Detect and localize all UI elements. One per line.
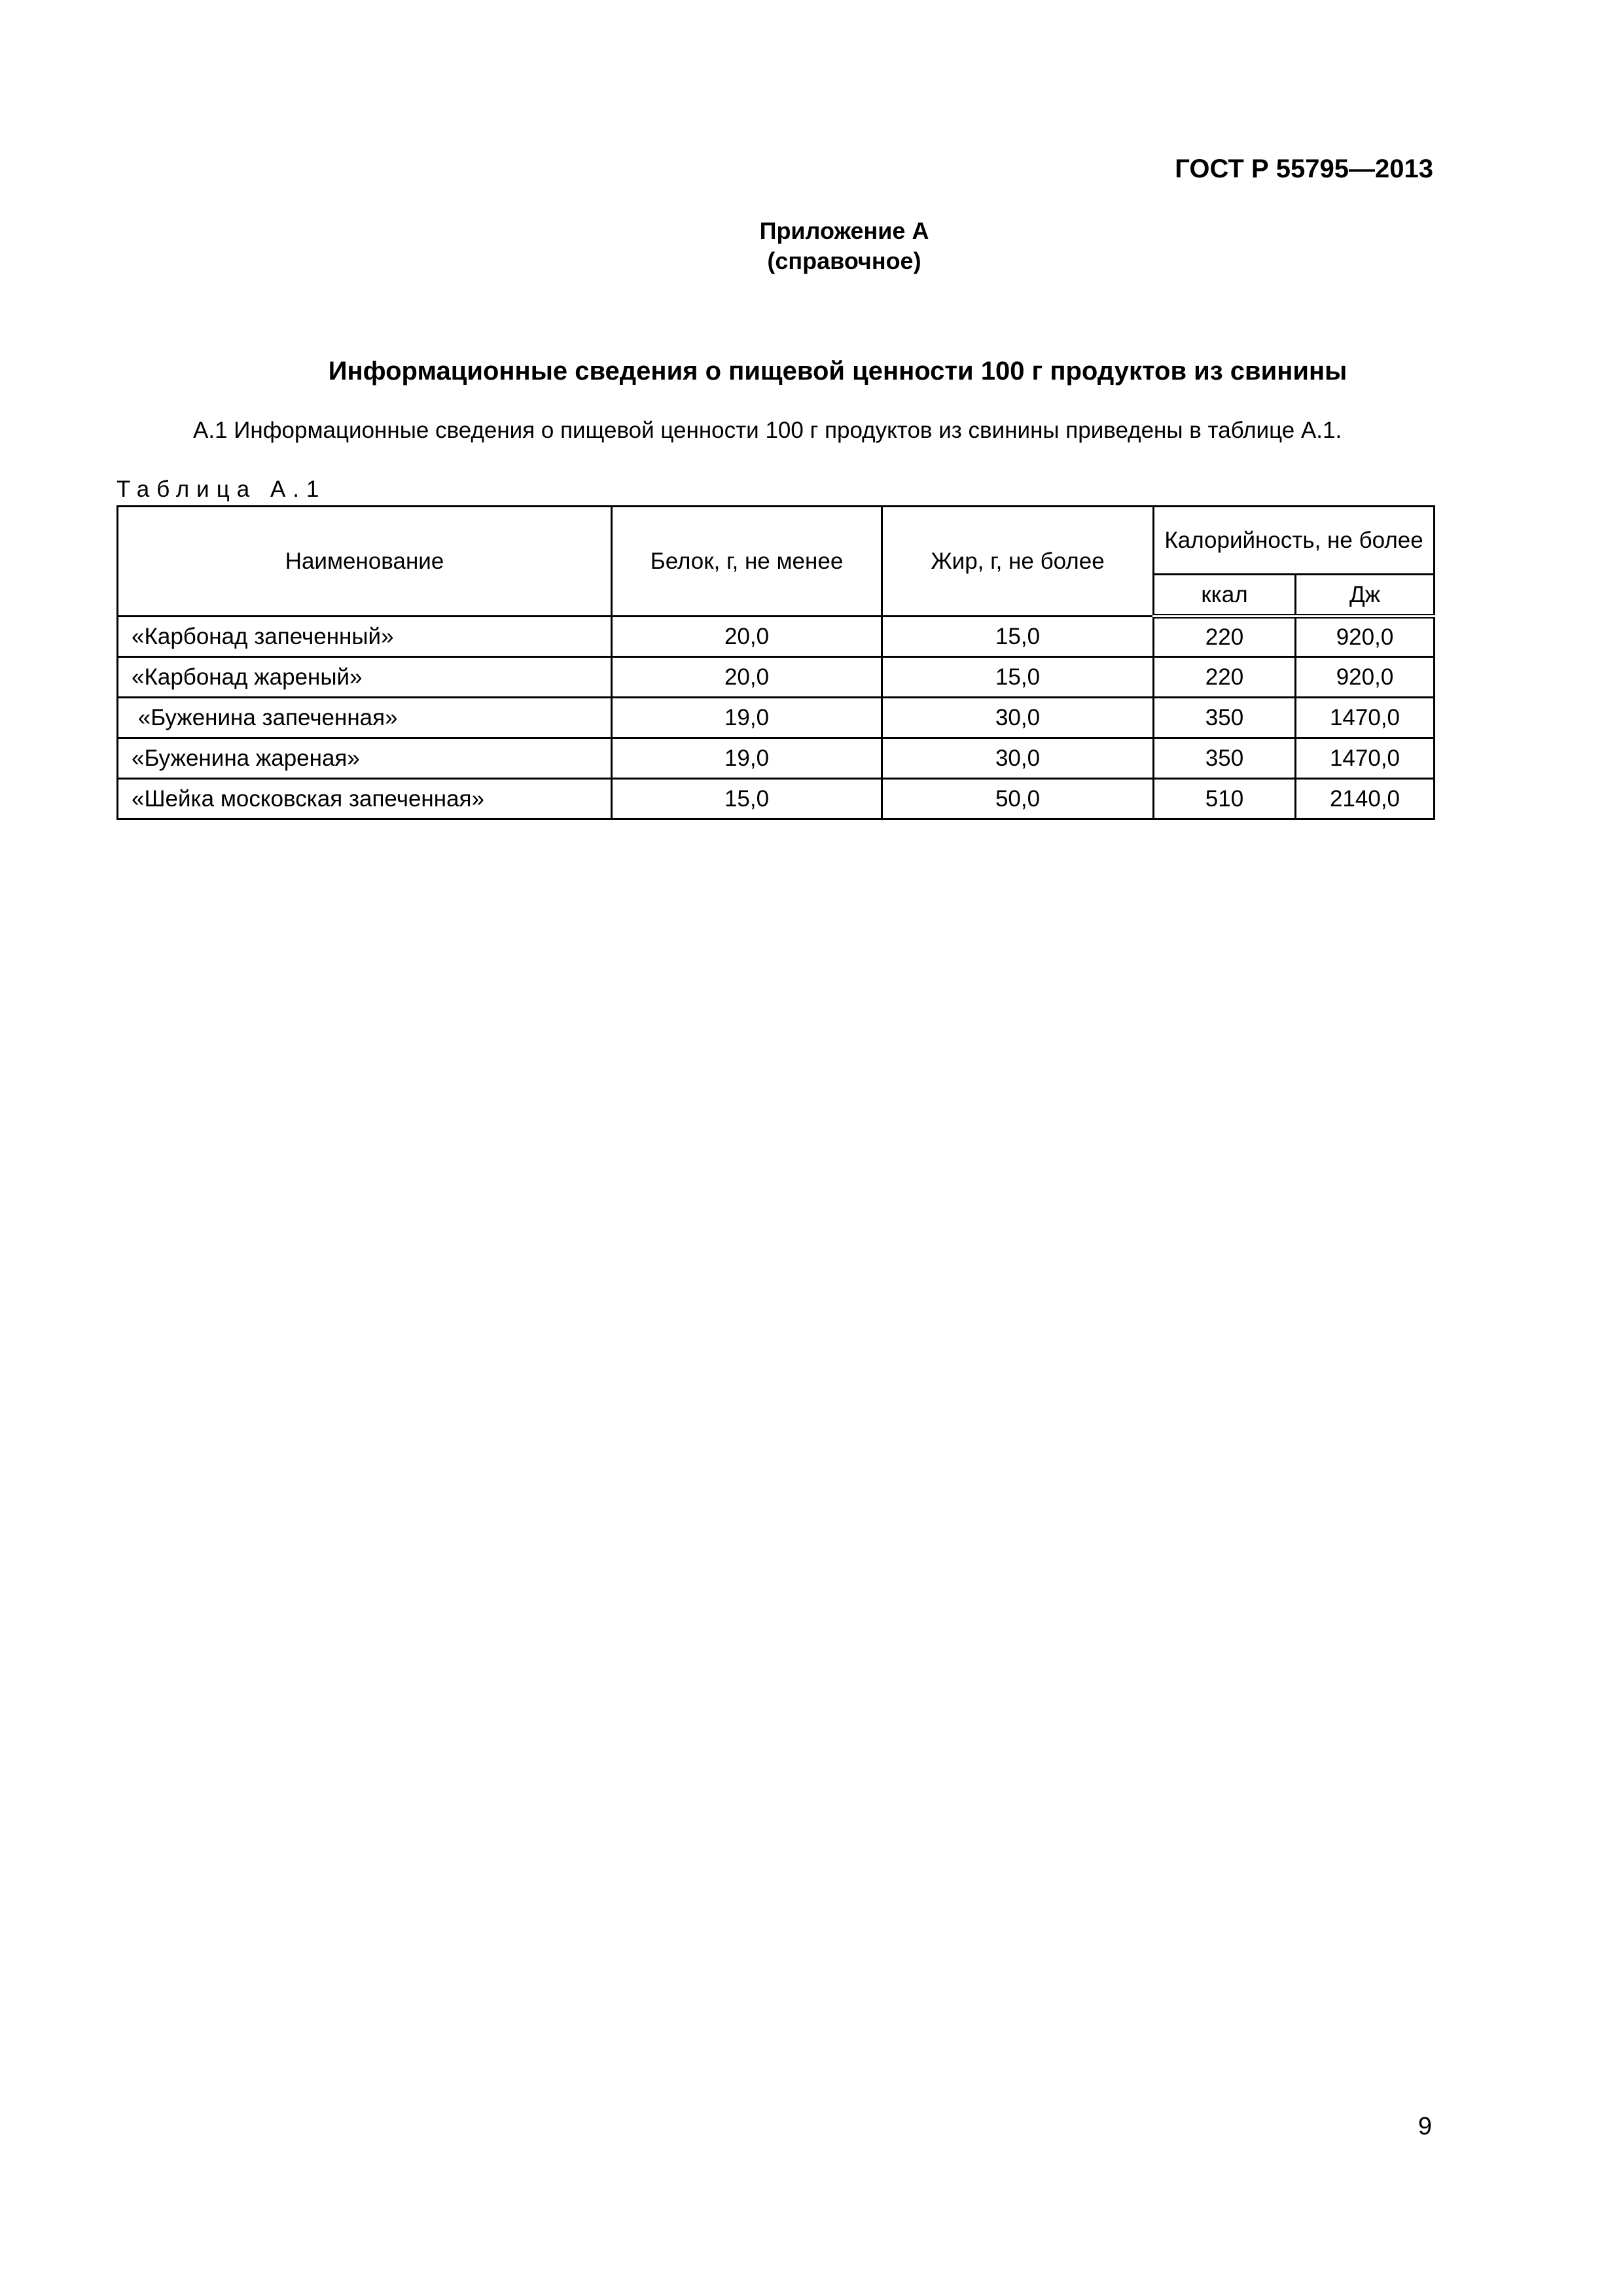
page-number: 9: [1418, 2113, 1432, 2140]
cell-fat: 15,0: [882, 657, 1154, 698]
appendix-title: Приложение А: [759, 217, 929, 244]
cell-kcal: 350: [1154, 738, 1296, 779]
cell-fat: 15,0: [882, 617, 1154, 657]
cell-name: «Буженина жареная»: [118, 738, 612, 779]
table-row: [118, 617, 1435, 657]
cell-protein: 19,0: [612, 698, 882, 738]
cell-name: «Буженина запеченная»: [118, 698, 612, 738]
cell-kcal: 220: [1154, 657, 1296, 698]
cell-protein: 20,0: [612, 617, 882, 657]
cell-fat: 50,0: [882, 779, 1154, 819]
header-kcal: ккал: [1154, 575, 1296, 617]
cell-kcal: 220: [1154, 617, 1296, 657]
table-row: [118, 698, 1435, 738]
table-row: [118, 657, 1435, 698]
header-calories: Калорийность, не более: [1154, 507, 1435, 575]
cell-protein: 20,0: [612, 657, 882, 698]
cell-protein: 19,0: [612, 738, 882, 779]
nutrition-table: [116, 505, 1435, 820]
header-protein: Белок, г, не менее: [612, 507, 882, 617]
section-title: Информационные сведения о пищевой ценности 100 г продуктов из свинины: [328, 357, 1347, 386]
cell-fat: 30,0: [882, 698, 1154, 738]
table-row: [118, 779, 1435, 819]
cell-joule: 1470,0: [1296, 738, 1435, 779]
document-code: ГОСТ Р 55795—2013: [1175, 154, 1433, 183]
intro-paragraph: А.1 Информационные сведения о пищевой ценности 100 г продуктов из свинины приведены в таблице А.1.: [193, 418, 1342, 443]
header-name: Наименование: [118, 507, 612, 617]
cell-name: «Карбонад жареный»: [118, 657, 612, 698]
cell-kcal: 350: [1154, 698, 1296, 738]
table-row: [118, 738, 1435, 779]
cell-fat: 30,0: [882, 738, 1154, 779]
cell-name: «Карбонад запеченный»: [118, 617, 612, 657]
table-caption: Таблица А.1: [116, 476, 327, 502]
cell-protein: 15,0: [612, 779, 882, 819]
header-fat: Жир, г, не более: [882, 507, 1154, 617]
cell-joule: 2140,0: [1296, 779, 1435, 819]
cell-joule: 920,0: [1296, 657, 1435, 698]
cell-name: «Шейка московская запеченная»: [118, 779, 612, 819]
cell-kcal: 510: [1154, 779, 1296, 819]
header-joule: Дж: [1296, 575, 1435, 617]
cell-joule: 1470,0: [1296, 698, 1435, 738]
cell-joule: 920,0: [1296, 617, 1435, 657]
appendix-subtitle: (справочное): [767, 247, 921, 274]
